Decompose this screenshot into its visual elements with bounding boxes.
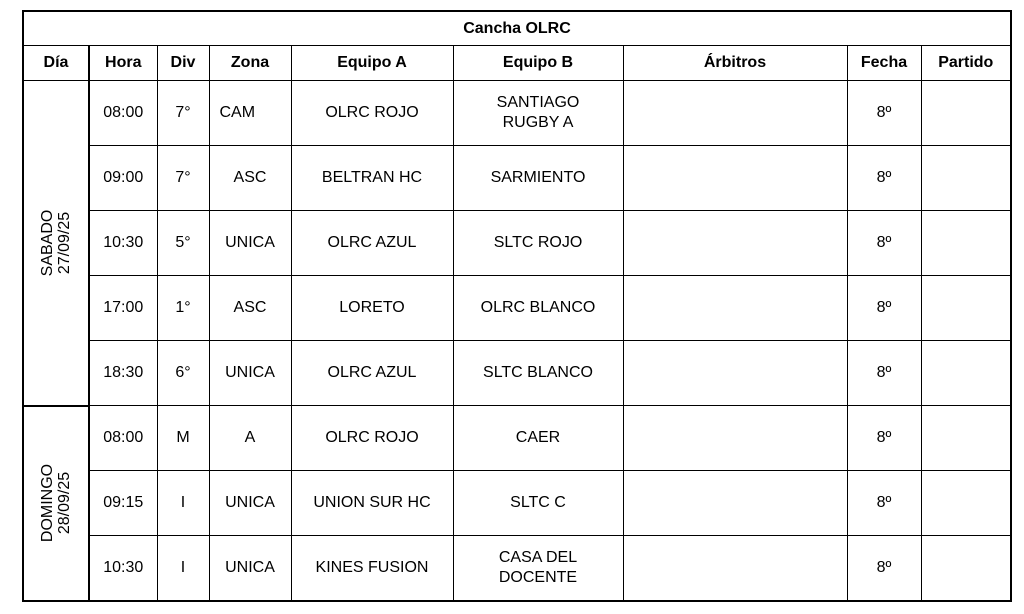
equipo-a-cell: BELTRAN HC (291, 146, 453, 211)
partido-cell (921, 211, 1011, 276)
hora-cell: 10:30 (89, 536, 157, 602)
equipo-a-cell: OLRC AZUL (291, 341, 453, 406)
div-cell: 6° (157, 341, 209, 406)
table-row (23, 276, 1011, 341)
equipo-b-cell: SLTC BLANCO (453, 341, 623, 406)
fecha-cell: 8º (847, 146, 921, 211)
arbitros-cell (623, 81, 847, 146)
fecha-cell: 8º (847, 81, 921, 146)
header-dia: Día (23, 46, 89, 81)
fecha-cell: 8º (847, 211, 921, 276)
partido-cell (921, 81, 1011, 146)
fecha-cell: 8º (847, 471, 921, 536)
table-row (23, 536, 1011, 602)
div-cell: 5° (157, 211, 209, 276)
partido-cell (921, 471, 1011, 536)
header-fecha: Fecha (847, 46, 921, 81)
div-cell: 7° (157, 146, 209, 211)
div-cell: M (157, 406, 209, 471)
fecha-cell: 8º (847, 276, 921, 341)
day-label: DOMINGO 28/09/25 (39, 464, 73, 543)
zona-cell: UNICA (209, 341, 291, 406)
table-row (23, 341, 1011, 406)
table-row (23, 81, 1011, 146)
header-arbitros: Árbitros (623, 46, 847, 81)
table-title: Cancha OLRC (23, 11, 1011, 46)
arbitros-cell (623, 471, 847, 536)
table-row (23, 471, 1011, 536)
arbitros-cell (623, 146, 847, 211)
arbitros-cell (623, 276, 847, 341)
arbitros-cell (623, 536, 847, 602)
day-cell-sabado (23, 81, 89, 406)
div-cell: I (157, 536, 209, 602)
equipo-b-cell: OLRC BLANCO (453, 276, 623, 341)
zona-cell: UNICA (209, 536, 291, 602)
fecha-cell: 8º (847, 536, 921, 602)
zona-cell: A (209, 406, 291, 471)
hora-cell: 08:00 (89, 81, 157, 146)
header-div: Div (157, 46, 209, 81)
div-cell: 1° (157, 276, 209, 341)
header-equipo-b: Equipo B (453, 46, 623, 81)
hora-cell: 08:00 (89, 406, 157, 471)
day-cell-domingo (23, 406, 89, 602)
partido-cell (921, 341, 1011, 406)
equipo-a-cell: OLRC ROJO (291, 81, 453, 146)
equipo-b-cell: SLTC C (453, 471, 623, 536)
zona-cell: UNICA (209, 211, 291, 276)
table-row (23, 211, 1011, 276)
equipo-b-cell: SARMIENTO (453, 146, 623, 211)
partido-cell (921, 276, 1011, 341)
hora-cell: 09:00 (89, 146, 157, 211)
arbitros-cell (623, 211, 847, 276)
equipo-a-cell: LORETO (291, 276, 453, 341)
zona-cell: ASC (209, 276, 291, 341)
arbitros-cell (623, 341, 847, 406)
zona-cell: UNICA (209, 471, 291, 536)
arbitros-cell (623, 406, 847, 471)
equipo-b-cell: SLTC ROJO (453, 211, 623, 276)
header-zona: Zona (209, 46, 291, 81)
zona-cell: CAM (209, 81, 291, 146)
equipo-b-cell: CASA DEL DOCENTE (453, 536, 623, 602)
equipo-a-cell: UNION SUR HC (291, 471, 453, 536)
partido-cell (921, 146, 1011, 211)
partido-cell (921, 406, 1011, 471)
table-row (23, 406, 1011, 471)
partido-cell (921, 536, 1011, 602)
fecha-cell: 8º (847, 341, 921, 406)
div-cell: 7° (157, 81, 209, 146)
hora-cell: 18:30 (89, 341, 157, 406)
zona-cell: ASC (209, 146, 291, 211)
equipo-a-cell: OLRC AZUL (291, 211, 453, 276)
schedule-table (22, 10, 1012, 602)
equipo-b-cell: SANTIAGO RUGBY A (453, 81, 623, 146)
header-equipo-a: Equipo A (291, 46, 453, 81)
hora-cell: 09:15 (89, 471, 157, 536)
fecha-cell: 8º (847, 406, 921, 471)
table-row (23, 146, 1011, 211)
hora-cell: 10:30 (89, 211, 157, 276)
header-hora: Hora (89, 46, 157, 81)
day-label: SABADO 27/09/25 (39, 209, 73, 277)
equipo-a-cell: OLRC ROJO (291, 406, 453, 471)
hora-cell: 17:00 (89, 276, 157, 341)
header-partido: Partido (921, 46, 1011, 81)
equipo-a-cell: KINES FUSION (291, 536, 453, 602)
equipo-b-cell: CAER (453, 406, 623, 471)
div-cell: I (157, 471, 209, 536)
